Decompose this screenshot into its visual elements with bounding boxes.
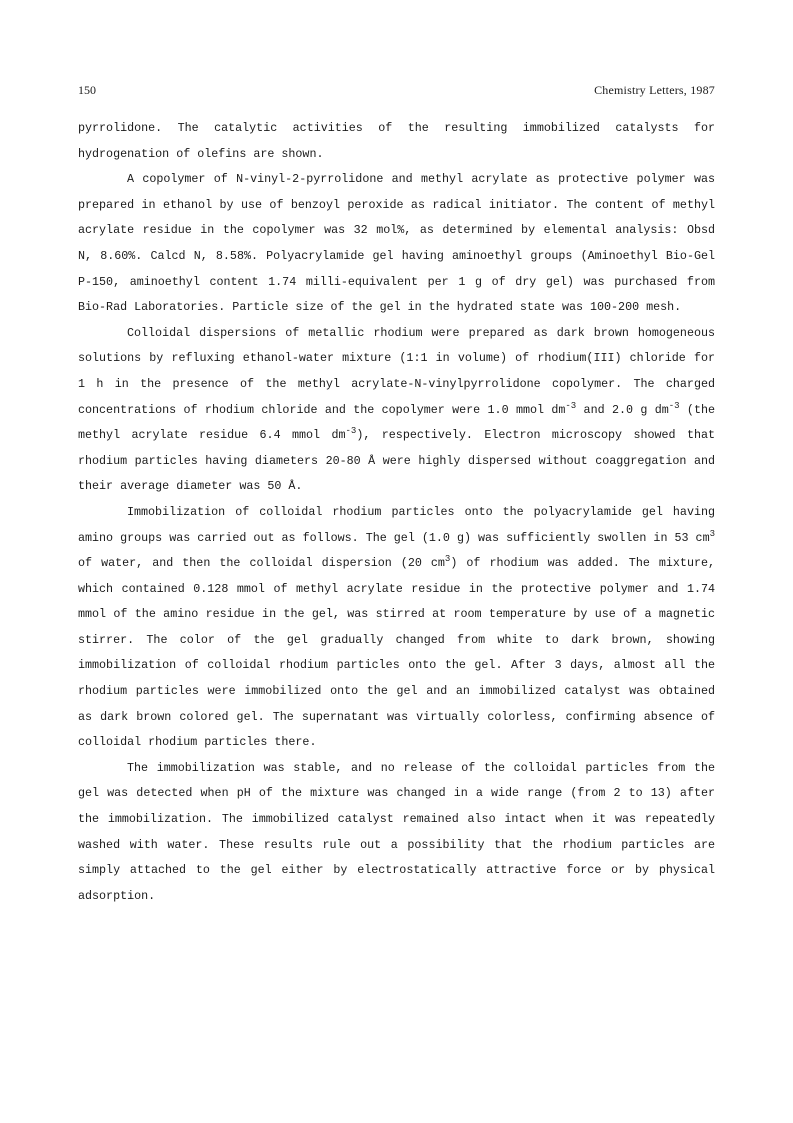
journal-citation: Chemistry Letters, 1987 xyxy=(594,83,715,97)
paragraph-stability: The immobilization was stable, and no release of the colloidal particles from the gel was detected when pH of the mixture was changed in a wide range (from 2 to 13) after the immobilization. The immobilized catalyst remained also intact when it was repeatedly washed with water. These results rule out a possibility that the rhodium particles are simply attached to the gel either by electrostatically attractive force or by physical adsorption. xyxy=(78,760,715,903)
page-number: 150 xyxy=(78,83,96,97)
paragraph-continuation: pyrrolidone. The catalytic activities of the resulting immobilized catalysts for hydrogenation of olefins are shown. xyxy=(78,121,715,161)
paragraph-colloidal-dispersion xyxy=(78,321,715,500)
superscript-exponent: -3 xyxy=(668,400,680,411)
superscript-exponent: -3 xyxy=(565,400,577,411)
text-span: (the methyl acrylate residue 6.4 mmol dm xyxy=(78,402,715,443)
text-span: of water, and then the colloidal dispersion (20 cm xyxy=(78,556,445,571)
text-span: ), respectively. Electron microscopy showed that rhodium particles having diameters 20-80 Å were highly dispersed without coaggregation and their average diameter was 50 Å. xyxy=(78,428,716,494)
article-body xyxy=(78,116,715,909)
text-span: Immobilization of colloidal rhodium particles onto the polyacrylamide gel having amino groups was carried out as follows. The gel (1.0 g) was sufficiently swollen in 53 cm xyxy=(78,504,715,545)
page-header xyxy=(78,83,715,99)
text-span: Colloidal dispersions of metallic rhodium were prepared as dark brown homogeneous solutions by refluxing ethanol-water mixture (1:1 in volume) of rhodium(III) chloride for 1 h in the presence of the methyl acrylate-N-vinylpyrrolidone copolymer. The charged concentrations of rhodium chloride and the copolymer were 1.0 mmol dm xyxy=(78,325,715,417)
superscript-exponent: 3 xyxy=(709,528,715,539)
paragraph-immobilization-procedure xyxy=(78,500,715,756)
paragraph-copolymer-preparation: A copolymer of N-vinyl-2-pyrrolidone and methyl acrylate as protective polymer was prepared in ethanol by use of benzoyl peroxide as radical initiator. The content of methyl acrylate residue in the copolymer was 32 mol%, as determined by elemental analysis: Obsd N, 8.60%. Calcd N, 8.58%. Polyacrylamide gel having aminoethyl groups (Aminoethyl Bio-Gel P-150, aminoethyl content 1.74 milli-equivalent per 1 g of dry gel) was purchased from Bio-Rad Laboratories. Particle size of the gel in the hydrated state was 100-200 mesh. xyxy=(78,172,715,315)
superscript-exponent: -3 xyxy=(345,426,357,437)
superscript-exponent: 3 xyxy=(444,554,451,565)
text-span: and 2.0 g dm xyxy=(576,402,669,417)
text-span: ) of rhodium was added. The mixture, which contained 0.128 mmol of methyl acrylate residue in the protective polymer and 1.74 mmol of the amino residue in the gel, was stirred at room temperature by use of a magnetic stirrer. The color of the gel gradually changed from white to dark brown, showing immobilization of colloidal rhodium particles onto the gel. After 3 days, almost all the rhodium particles were immobilized onto the gel and an immobilized catalyst was obtained as dark brown colored gel. The supernatant was virtually colorless, confirming absence of colloidal rhodium particles there. xyxy=(78,556,715,750)
